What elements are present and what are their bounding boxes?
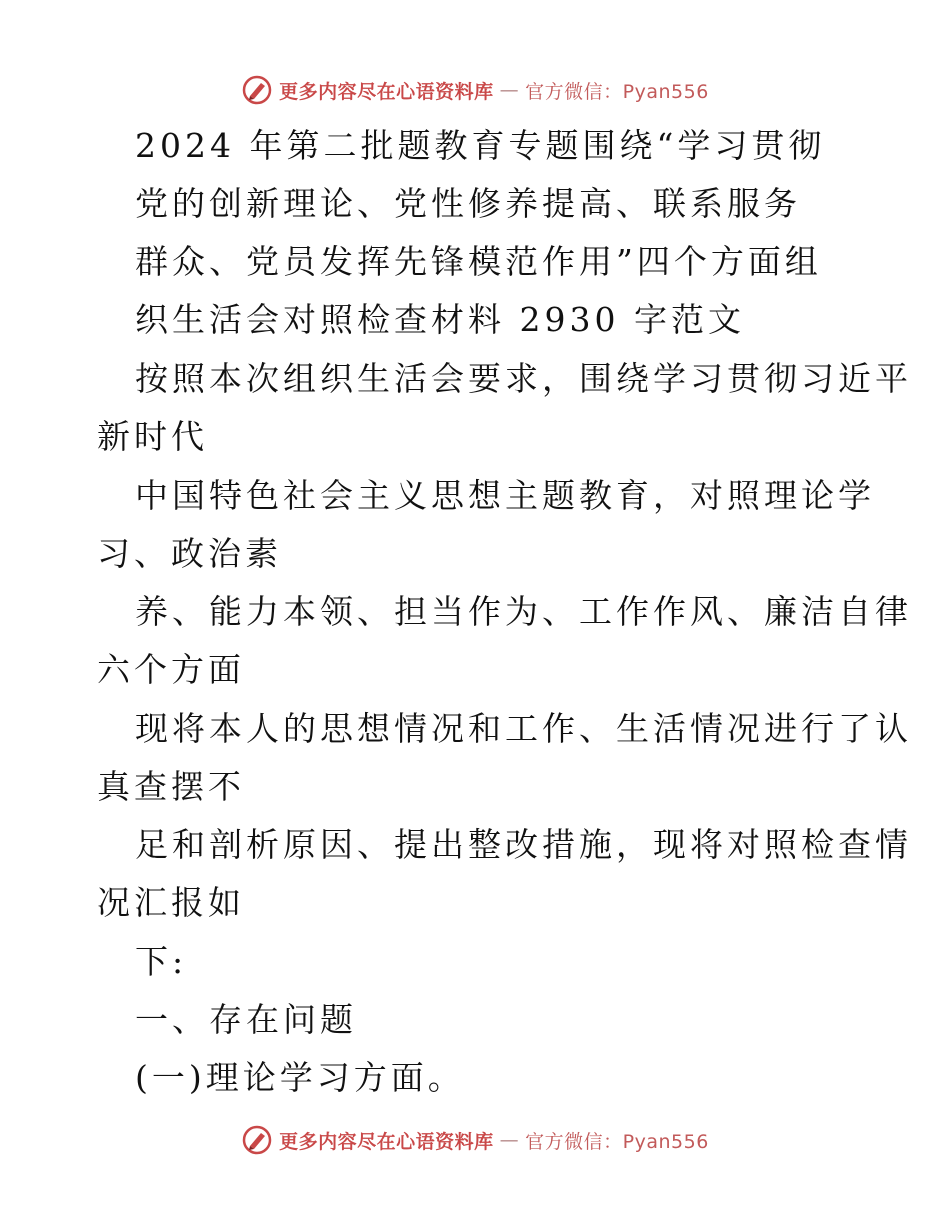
subsection-heading: (一)理论学习方面。 — [135, 1058, 465, 1097]
body-line-1: 按照本次组织生活会要求，围绕学习贯彻习近平 — [135, 359, 912, 398]
body-line-7: 现将本人的思想情况和工作、生活情况进行了认 — [135, 709, 912, 748]
body-line-6: 六个方面 — [97, 650, 245, 689]
watermark-contact: 官方微信：Pyan556 — [525, 1130, 709, 1153]
title-line-1: 2024 年第二批题教育专题围绕“学习贯彻 — [135, 126, 826, 165]
body-line-8: 真查摆不 — [97, 767, 245, 806]
title-line-2: 党的创新理论、党性修养提高、联系服务 — [135, 184, 801, 223]
pen-seal-icon — [241, 1124, 273, 1156]
title-line-4: 织生活会对照检查材料 2930 字范文 — [135, 300, 745, 339]
watermark-separator: — — [499, 1129, 520, 1151]
section-heading: 一、存在问题 — [135, 1000, 357, 1039]
body-line-4: 习、政治素 — [97, 534, 282, 573]
watermark-brand: 更多内容尽在心语资料库 — [279, 1130, 494, 1153]
watermark-separator: — — [499, 79, 520, 101]
body-line-10: 况汇报如 — [97, 883, 245, 922]
footer-watermark — [0, 1120, 950, 1160]
title-line-3: 群众、党员发挥先锋模范作用”四个方面组 — [135, 242, 822, 281]
body-line-9: 足和剖析原因、提出整改措施，现将对照检查情 — [135, 825, 912, 864]
body-line-11: 下: — [135, 942, 188, 981]
body-line-2: 新时代 — [97, 417, 208, 456]
body-line-5: 养、能力本领、担当作为、工作作风、廉洁自律 — [135, 592, 912, 631]
body-line-3: 中国特色社会主义思想主题教育，对照理论学 — [135, 476, 875, 515]
watermark-contact: 官方微信：Pyan556 — [525, 80, 709, 103]
watermark-brand: 更多内容尽在心语资料库 — [279, 80, 494, 103]
